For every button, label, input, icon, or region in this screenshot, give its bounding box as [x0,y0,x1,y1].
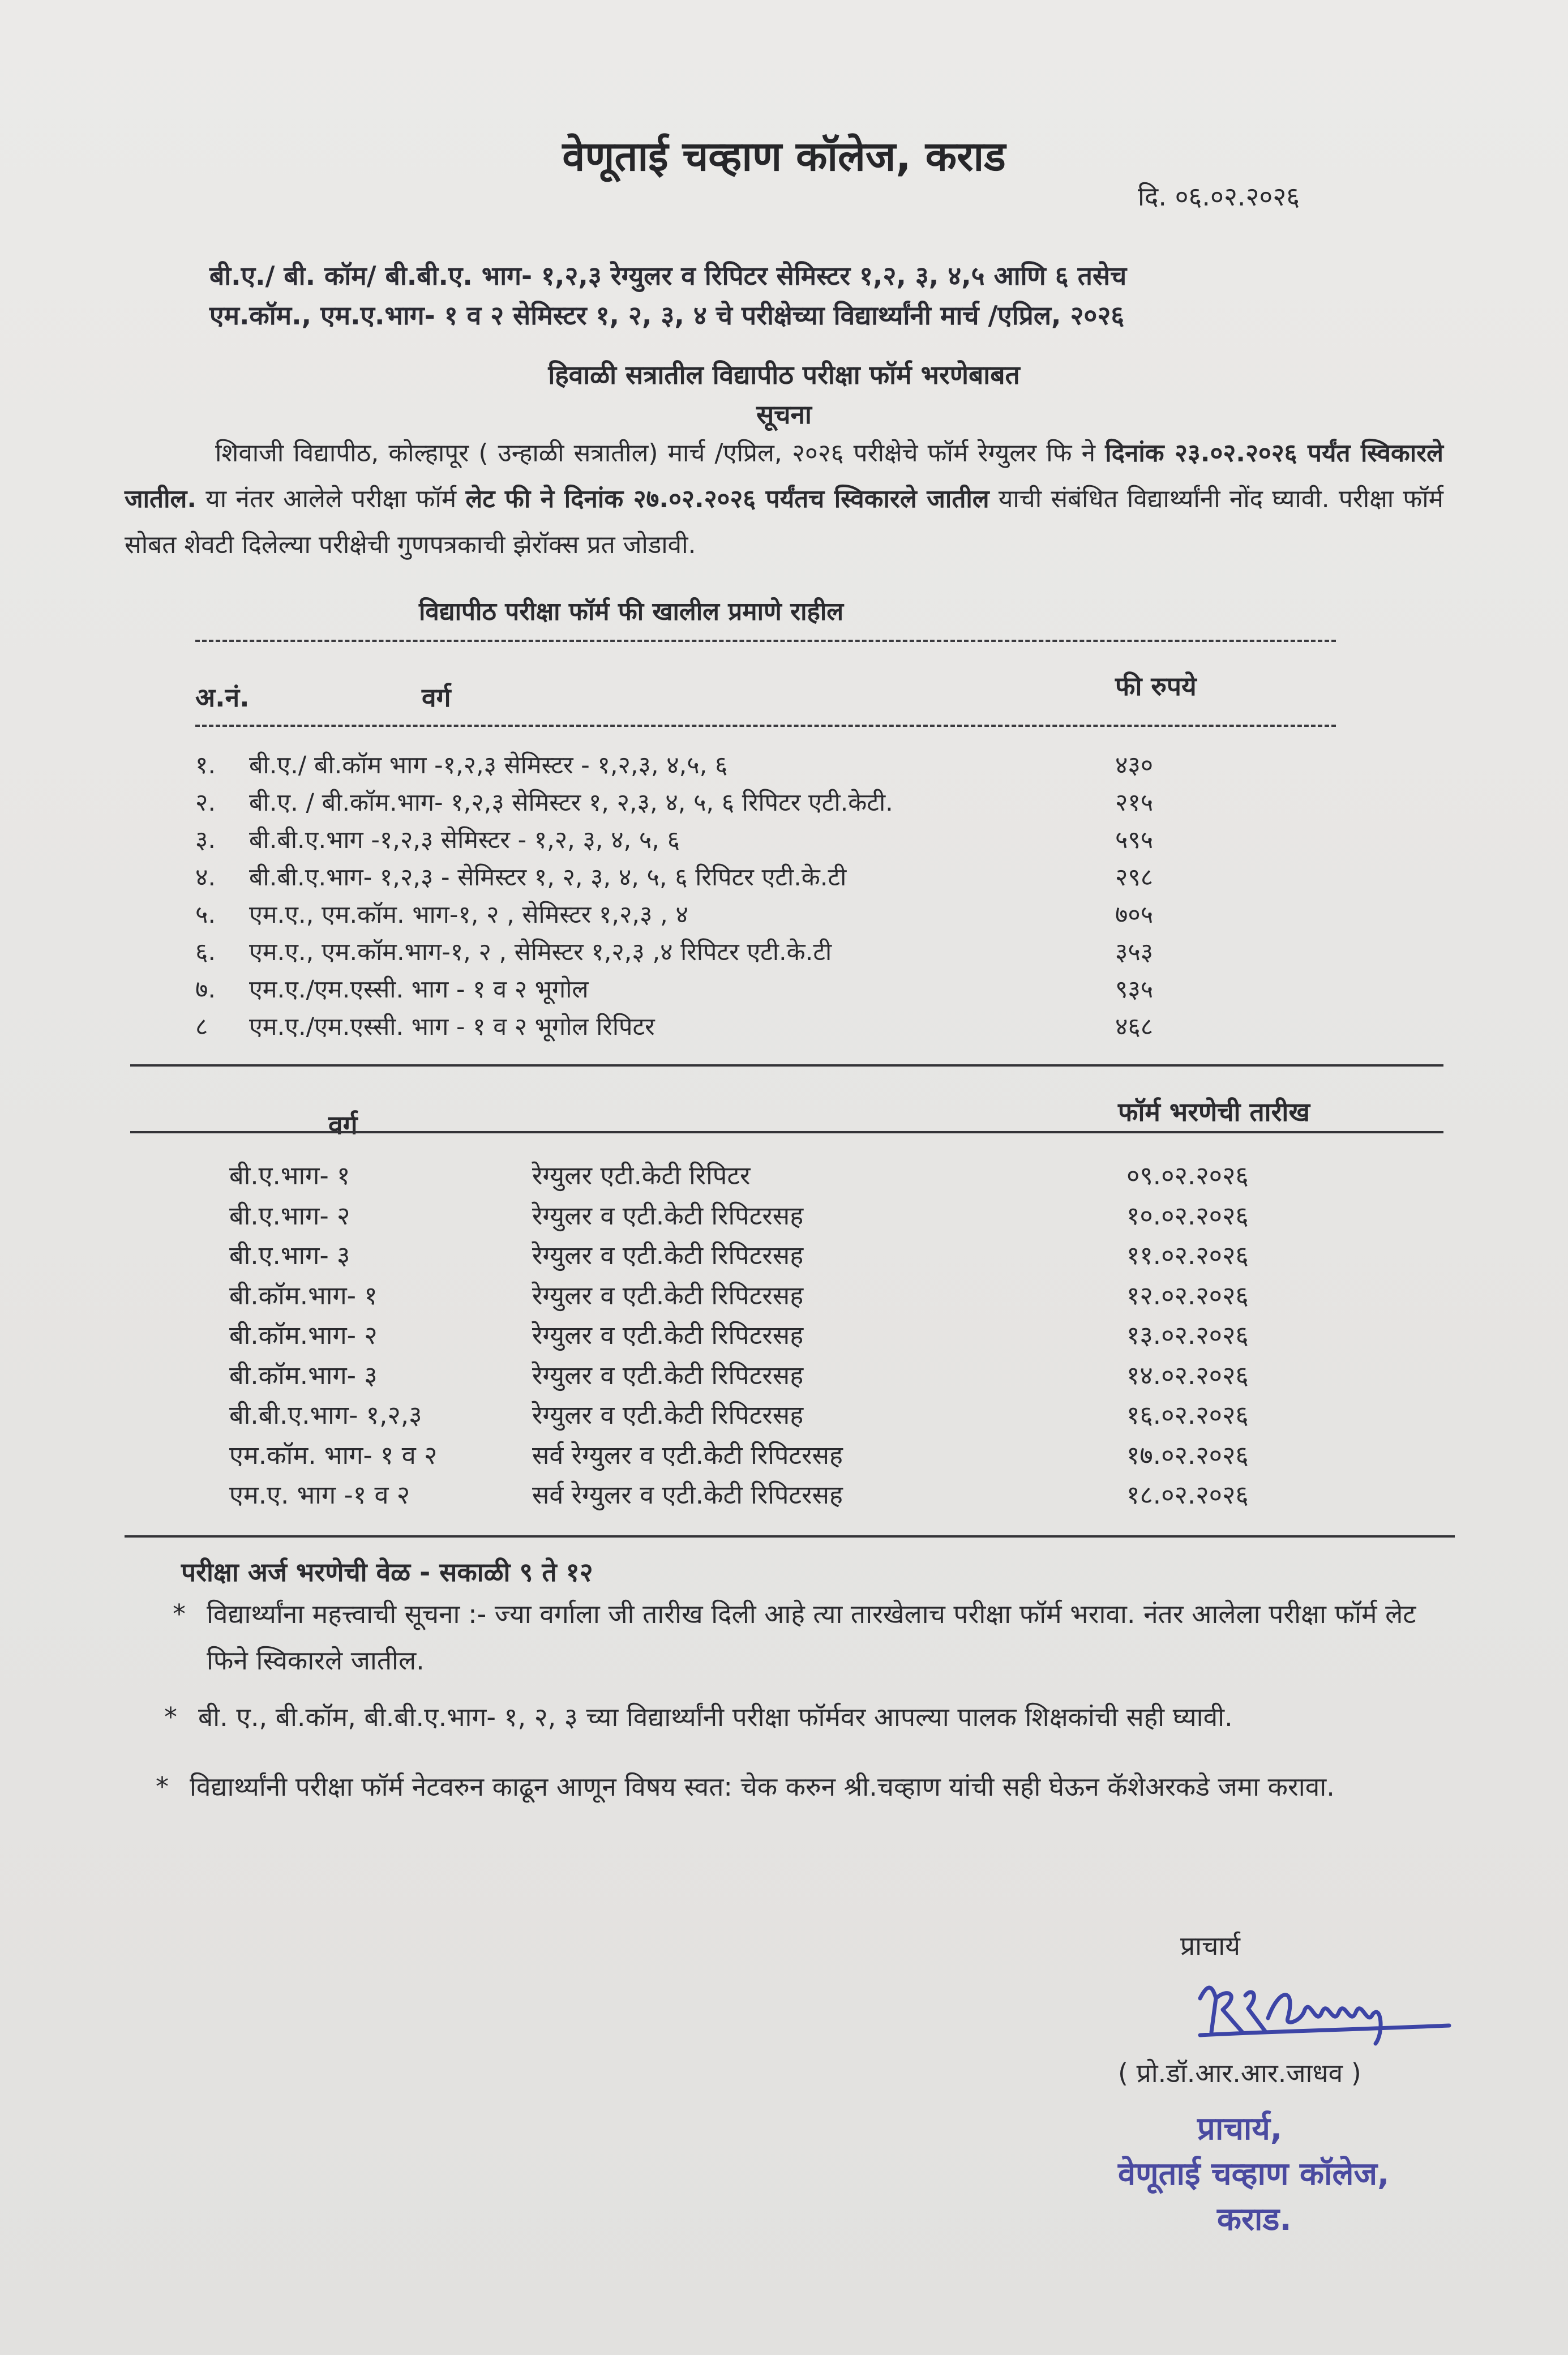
college-title: वेणूताई चव्हाण कॉलेज, कराड [562,132,1006,180]
schedule-cell-date: १०.०२.२०२६ [1126,1200,1249,1231]
schedule-cell-class: बी.कॉम.भाग- २ [229,1320,378,1350]
schedule-cell-date: १२.०२.२०२६ [1126,1280,1249,1311]
note-bullet: * [156,1771,169,1802]
schedule-cell-type: रेग्युलर व एटी.केटी रिपिटरसह [532,1240,804,1270]
fee-cell-amount: ५९५ [1115,826,1154,854]
fee-cell-number: २. [195,789,216,817]
principal-name: ( प्रो.डॉ.आर.आर.जाधव ) [1118,2058,1361,2088]
fee-cell-class: बी.ए. / बी.कॉम.भाग- १,२,३ सेमिस्टर १, २,३, ४, ५, ६ रिपिटर एटी.केटी. [249,789,893,817]
fee-cell-amount: २९८ [1115,863,1154,892]
fee-table-row [195,822,1356,859]
schedule-cell-class: एम.कॉम. भाग- १ व २ [229,1440,438,1470]
note-text-1: विद्यार्थ्यांना महत्त्वाची सूचना :- ज्या वर्गाला जी तारीख दिली आहे त्या तारखेलाच परीक्षा फॉर्म भरावा. नंतर आलेला परीक्षा फॉर्म लेट फिने स्विकारले जातील. [207,1599,1416,1676]
schedule-cell-type: रेग्युलर व एटी.केटी रिपिटरसह [532,1320,804,1350]
schedule-cell-date: १४.०२.२०२६ [1126,1360,1249,1390]
schedule-cell-date: १३.०२.२०२६ [1126,1320,1249,1350]
schedule-cell-type: रेग्युलर व एटी.केटी रिपिटरसह [532,1360,804,1390]
schedule-cell-type: रेग्युलर व एटी.केटी रिपिटरसह [532,1400,804,1430]
stamp-line-1: प्राचार्य, [1197,2110,1283,2147]
schedule-table-header-rule [130,1131,1443,1133]
fee-cell-class: बी.बी.ए.भाग- १,२,३ - सेमिस्टर १, २, ३, ४, ५, ६ रिपिटर एटी.के.टी [249,863,847,892]
form-filling-time: परीक्षा अर्ज भरणेची वेळ - सकाळी ९ ते १२ [181,1557,593,1587]
note-text-2: बी. ए., बी.कॉम, बी.बी.ए.भाग- १, २, ३ च्या विद्यार्थ्यांनी परीक्षा फॉर्मवर आपल्या पालक शिक्षकांची सही घ्यावी. [198,1702,1233,1732]
schedule-cell-type: सर्व रेग्युलर व एटी.केटी रिपिटरसह [532,1480,843,1510]
schedule-table-row [229,1477,1361,1517]
fee-cell-number: ५. [195,901,216,929]
schedule-cell-type: सर्व रेग्युलर व एटी.केटी रिपिटरसह [532,1440,843,1470]
fee-cell-class: बी.ए./ बी.कॉम भाग -१,२,३ सेमिस्टर - १,२,३, ४,५, ६ [249,751,728,780]
schedule-table-row [229,1437,1361,1477]
fee-cell-class: एम.ए., एम.कॉम.भाग-१, २ , सेमिस्टर १,२,३ ,४ रिपिटर एटी.के.टी [249,938,832,966]
fee-cell-amount: ९३५ [1115,975,1154,1004]
schedule-cell-type: रेग्युलर एटी.केटी रिपिटर [532,1161,751,1191]
fee-cell-amount: ७०५ [1115,901,1154,929]
fee-table-row [195,934,1356,971]
schedule-table-row [229,1198,1361,1238]
fee-cell-class: एम.ए./एम.एस्सी. भाग - १ व २ भूगोल रिपिटर [249,1013,655,1041]
subject-line-3: हिवाळी सत्रातील विद्यापीठ परीक्षा फॉर्म भरणेबाबत [548,359,1020,390]
schedule-table-row [229,1238,1361,1277]
fee-table-row [195,785,1356,822]
notice-date: दि. ०६.०२.२०२६ [1138,181,1300,212]
schedule-cell-type: रेग्युलर व एटी.केटी रिपिटरसह [532,1200,804,1231]
note-text-3: विद्यार्थ्यांनी परीक्षा फॉर्म नेटवरुन काढून आणून विषय स्वत: चेक करुन श्री.चव्हाण यांची सही घेऊन कॅशेअरकडे जमा करावा. [190,1771,1335,1802]
fee-col-class: वर्ग [422,682,451,713]
schedule-cell-type: रेग्युलर व एटी.केटी रिपिटरसह [532,1280,804,1311]
schedule-table-row [229,1317,1361,1357]
stamp-line-3: कराड. [1217,2201,1292,2238]
fee-cell-number: ४. [195,863,216,892]
schedule-cell-date: १८.०२.२०२६ [1126,1480,1249,1510]
principal-signature [1189,1964,1460,2055]
fee-cell-number: १. [195,751,216,780]
fee-cell-number: ७. [195,975,216,1004]
fee-table-row [195,971,1356,1009]
fee-cell-amount: ३५३ [1115,938,1154,966]
schedule-cell-date: १७.०२.२०२६ [1126,1440,1249,1470]
subject-line-2: एम.कॉम., एम.ए.भाग- १ व २ सेमिस्टर १, २, ३, ४ चे परीक्षेच्या विद्यार्थ्यांनी मार्च /एप्रिल, २०२६ [209,300,1125,331]
schedule-cell-date: ०९.०२.२०२६ [1126,1161,1249,1191]
schedule-cell-class: एम.ए. भाग -१ व २ [229,1480,410,1510]
schedule-table-top-rule [130,1064,1443,1067]
fee-cell-amount: २१५ [1115,789,1154,817]
subject-line-1: बी.ए./ बी. कॉम/ बी.बी.ए. भाग- १,२,३ रेग्युलर व रिपिटर सेमिस्टर १,२, ३, ४,५ आणि ६ तसेच [209,260,1127,291]
schedule-cell-class: बी.ए.भाग- २ [229,1200,350,1231]
paragraph-bold-2: लेट फी ने दिनांक २७.०२.२०२६ पर्यंतच स्विकारले जातील [465,485,989,513]
note-bullet: * [173,1599,186,1629]
fee-table-row [195,859,1356,897]
schedule-cell-date: १६.०२.२०२६ [1126,1400,1249,1430]
schedule-cell-class: बी.ए.भाग- १ [229,1161,350,1191]
schedule-cell-class: बी.कॉम.भाग- ३ [229,1360,378,1390]
fee-table-row [195,897,1356,934]
schedule-cell-class: बी.ए.भाग- ३ [229,1240,350,1270]
signature-designation: प्राचार्य [1180,1930,1240,1961]
schedule-cell-date: ११.०२.२०२६ [1126,1240,1249,1270]
paragraph-bold-1: दिनांक २३.०२.२०२६ पर्यंत स्विकारले जातील. [125,439,1443,513]
fee-table-header-rule [195,725,1336,727]
schedule-col-date: फॉर्म भरणेची तारीख [1118,1097,1310,1127]
schedule-cell-class: बी.कॉम.भाग- १ [229,1280,378,1311]
fee-table-row [195,1009,1356,1046]
fee-cell-number: ३. [195,826,216,854]
schedule-table-row [229,1278,1361,1317]
fee-cell-class: एम.ए./एम.एस्सी. भाग - १ व २ भूगोल [249,975,589,1004]
stamp-line-2: वेणूताई चव्हाण कॉलेज, [1118,2156,1390,2193]
schedule-table-row [229,1158,1361,1197]
fee-cell-amount: ४३० [1115,751,1154,780]
schedule-cell-class: बी.बी.ए.भाग- १,२,३ [229,1400,422,1430]
fee-cell-class: बी.बी.ए.भाग -१,२,३ सेमिस्टर - १,२, ३, ४, ५, ६ [249,826,680,854]
notice-heading: सूचना [756,399,812,430]
schedule-table-bottom-rule [125,1535,1455,1538]
fee-table-heading: विद्यापीठ परीक्षा फॉर्म फी खालील प्रमाणे राहील [419,597,844,626]
fee-col-no: अ.नं. [195,682,250,713]
fee-cell-number: ६. [195,938,216,966]
fee-table-top-rule [195,640,1336,642]
schedule-col-class: वर्ग [328,1110,358,1140]
fee-col-amount: फी रुपये [1115,671,1197,701]
fee-cell-class: एम.ए., एम.कॉम. भाग-१, २ , सेमिस्टर १,२,३ , ४ [249,901,688,929]
paragraph-text-2: या नंतर आलेले परीक्षा फॉर्म [196,485,466,513]
schedule-table-row [229,1397,1361,1437]
fee-cell-number: ८ [195,1013,208,1041]
schedule-table-row [229,1358,1361,1397]
fee-cell-amount: ४६८ [1115,1013,1154,1041]
fee-table-row [195,747,1356,785]
paragraph-text-3: याची संबंधित विद्यार्थ्यांनी नोंद घ्यावी. परीक्षा फॉर्म सोबत शेवटी दिलेल्या परीक्षेची गुणपत्रकाची झेरॉक्स प्रत जोडावी. [125,485,1443,559]
note-bullet: * [164,1702,177,1732]
notice-paragraph [125,430,1443,568]
paragraph-text-1: शिवाजी विद्यापीठ, कोल्हापूर ( उन्हाळी सत्रातील) मार्च /एप्रिल, २०२६ परीक्षेचे फॉर्म रेग्युलर फि ने [215,439,1106,468]
